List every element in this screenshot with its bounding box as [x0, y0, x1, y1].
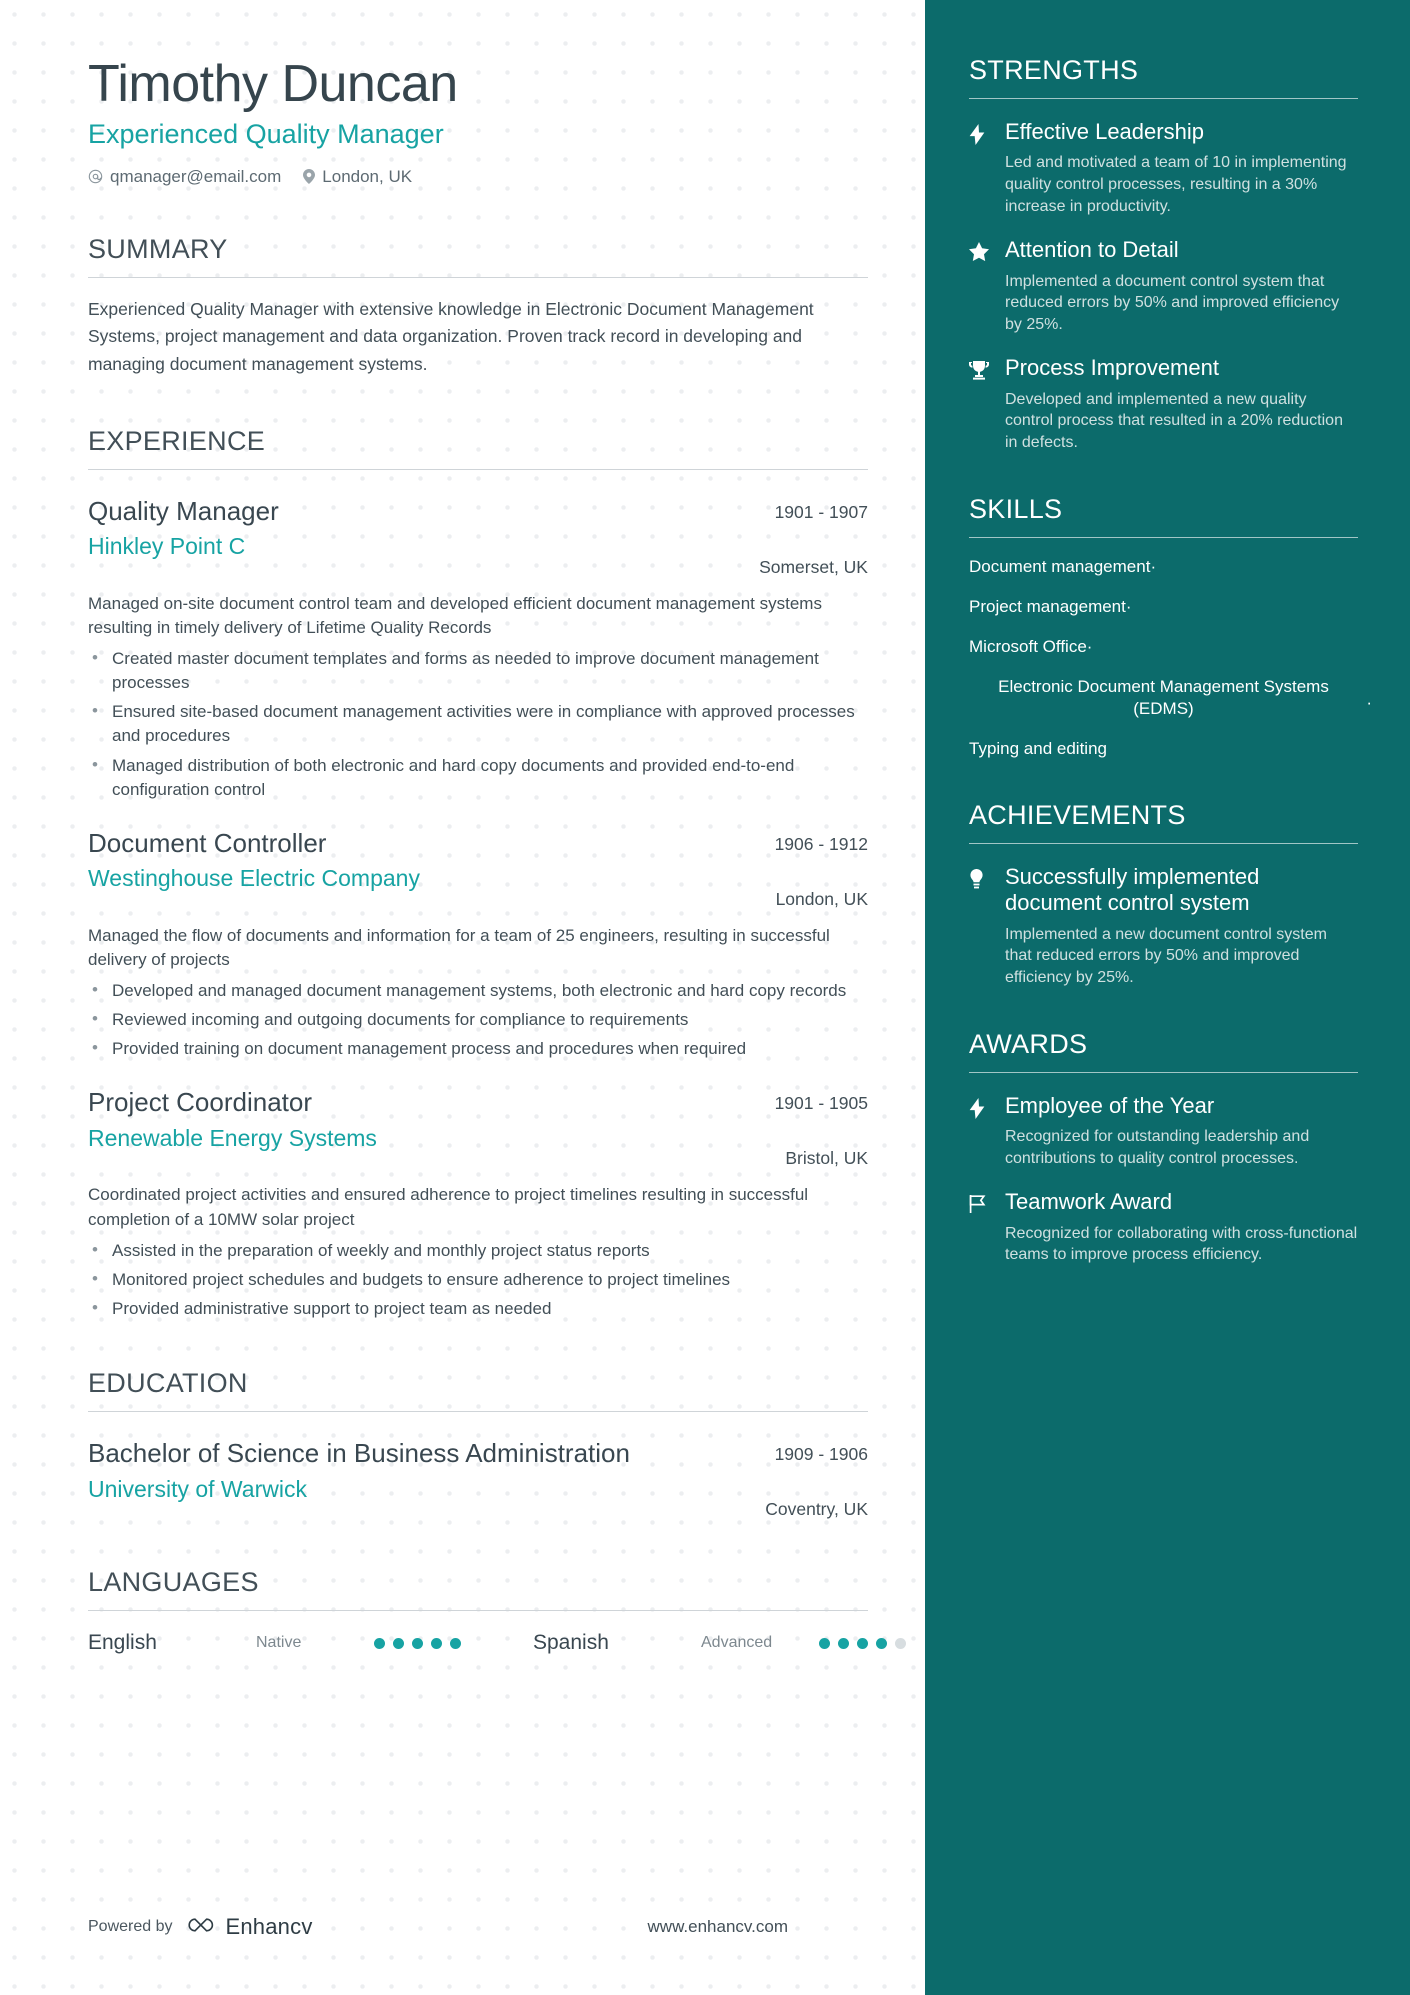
contact-row: [88, 167, 868, 187]
award-description: Recognized for collaborating with cross-functional teams to improve process efficiency.: [1005, 1224, 1358, 1264]
page-title: [88, 55, 868, 150]
entry-date: 1901 - 1907: [774, 501, 868, 522]
languages-heading: LANGUAGES: [88, 1567, 259, 1598]
experience-entry: [88, 1087, 868, 1321]
job-title: Quality Manager: [88, 495, 279, 526]
skill-separator: ·: [1366, 692, 1372, 712]
language-level: Advanced: [701, 1634, 773, 1652]
footer: [88, 1914, 788, 1940]
skill-label: Project management: [969, 596, 1126, 616]
school-name: University of Warwick: [88, 1475, 307, 1502]
entry-location: Somerset, UK: [759, 556, 868, 577]
bullet-item: • Developed and managed document management systems, both electronic and hard copy records: [88, 979, 868, 1003]
rating-dot: [876, 1638, 887, 1649]
bullet-item: • Reviewed incoming and outgoing documents for compliance to requirements: [88, 1008, 868, 1032]
strength-title: Attention to Detail: [1005, 237, 1179, 263]
award-description: Recognized for outstanding leadership and contributions to quality control processes.: [1005, 1128, 1310, 1167]
entry-date: 1901 - 1905: [774, 1093, 868, 1114]
entry-date: 1906 - 1912: [774, 833, 868, 854]
awards-heading: AWARDS: [969, 1028, 1088, 1059]
sidebar-section-skills: [969, 493, 1372, 761]
rating-dot: [819, 1638, 830, 1649]
job-title: Document Controller: [88, 827, 327, 858]
education-heading: EDUCATION: [88, 1368, 248, 1399]
sidebar-section-strengths: [969, 55, 1358, 454]
skill-separator: ·: [1086, 636, 1093, 656]
bullet-item: • Ensured site-based document management activities were in compliance with approved processes and procedures: [88, 700, 868, 748]
brand-name: Enhancv: [225, 1914, 313, 1939]
experience-entry: [88, 828, 868, 1062]
map-pin-icon: [303, 169, 315, 184]
strength-description: Led and motivated a team of 10 in implementing quality control processes, resulting in a 30% increase in productivity.: [1005, 154, 1347, 215]
skill-separator: ·: [1150, 556, 1157, 576]
skills-heading: SKILLS: [969, 493, 1063, 524]
sidebar-section-awards: [969, 1029, 1358, 1266]
lightbulb-icon: [969, 864, 991, 890]
degree-title: Bachelor of Science in Business Administration: [88, 1438, 630, 1469]
contact-email-text: qmanager@email.com: [110, 166, 282, 186]
candidate-subtitle: Experienced Quality Manager: [88, 118, 444, 149]
strength-title: Process Improvement: [1005, 355, 1219, 381]
skill-item: [969, 636, 1358, 658]
award-item: [969, 1189, 1358, 1266]
skill-item: [969, 676, 1372, 720]
flag-icon: [969, 1189, 991, 1214]
job-title: Project Coordinator: [88, 1087, 312, 1118]
summary-text: Experienced Quality Manager with extensive knowledge in Electronic Document Management Systems, project management and data organization. Proven track record in developing and managing document management systems.: [88, 298, 814, 375]
strength-item: [969, 119, 1358, 217]
skills-divider: [969, 537, 1358, 538]
skill-item: [969, 596, 1358, 618]
rating-dot: [895, 1638, 906, 1649]
strength-item: [969, 355, 1358, 453]
skill-label: Typing and editing: [969, 738, 1107, 758]
award-item: [969, 1093, 1358, 1170]
contact-email[interactable]: [88, 167, 281, 187]
entry-bullets: [88, 1239, 868, 1321]
achievement-item: [969, 864, 1358, 989]
at-icon: [88, 169, 103, 184]
award-title: Employee of the Year: [1005, 1092, 1215, 1118]
section-experience: [88, 426, 868, 1321]
language-item: [533, 1631, 906, 1655]
strength-title: Effective Leadership: [1005, 119, 1204, 144]
strength-description: Developed and implemented a new quality control process that resulted in a 20% reduction in defects.: [1005, 390, 1343, 451]
strengths-divider: [969, 98, 1358, 99]
skill-label: Electronic Document Management Systems (EDMS): [998, 676, 1329, 718]
entry-description: Managed on-site document control team and developed efficient document management systems resulting in timely delivery of Lifetime Quality Records: [88, 593, 822, 638]
rating-dot: [412, 1638, 423, 1649]
skill-label: Microsoft Office: [969, 636, 1087, 656]
contact-location-text: London, UK: [322, 166, 413, 186]
bolt-icon: [969, 119, 991, 145]
entry-date: 1909 - 1906: [774, 1444, 868, 1465]
brand-block: [184, 1914, 313, 1940]
skill-item: [969, 556, 1358, 578]
experience-entry: [88, 496, 868, 802]
summary-divider: [88, 277, 868, 278]
award-title: Teamwork Award: [1005, 1189, 1173, 1215]
language-name: English: [88, 1631, 157, 1655]
section-summary: [88, 234, 868, 379]
bullet-item: • Monitored project schedules and budgets to ensure adherence to project timelines: [88, 1268, 868, 1292]
awards-divider: [969, 1072, 1358, 1073]
company-name: Hinkley Point C: [88, 533, 246, 560]
skill-separator: ·: [1125, 596, 1132, 616]
achievement-title: Successfully implemented document control system: [1005, 864, 1260, 916]
website-url[interactable]: www.enhancv.com: [647, 1917, 788, 1936]
bullet-item: • Assisted in the preparation of weekly and monthly project status reports: [88, 1239, 868, 1263]
bolt-icon: [969, 1093, 991, 1119]
bullet-item: • Provided training on document management process and procedures when required: [88, 1037, 868, 1061]
language-level: Native: [256, 1634, 302, 1652]
rating-dot: [431, 1638, 442, 1649]
strengths-heading: STRENGTHS: [969, 55, 1139, 85]
company-name: Westinghouse Electric Company: [88, 865, 420, 892]
entry-location: Bristol, UK: [785, 1148, 868, 1169]
rating-dot: [450, 1638, 461, 1649]
powered-by-label: Powered by: [88, 1918, 173, 1935]
education-divider: [88, 1411, 868, 1412]
rating-dot: [393, 1638, 404, 1649]
candidate-name: Timothy Duncan: [88, 55, 458, 113]
bullet-item: • Managed distribution of both electronic and hard copy documents and provided end-to-end configuration control: [88, 754, 868, 802]
education-entry: [88, 1438, 868, 1520]
entry-description: Coordinated project activities and ensured adherence to project timelines resulting in successful completion of a 10MW solar project: [88, 1185, 809, 1230]
entry-bullets: [88, 647, 868, 802]
language-item: [88, 1631, 461, 1655]
language-name: Spanish: [533, 1631, 609, 1655]
bullet-item: • Provided administrative support to project team as needed: [88, 1297, 868, 1321]
summary-heading: SUMMARY: [88, 233, 228, 264]
entry-location: Coventry, UK: [765, 1499, 868, 1520]
rating-dot: [857, 1638, 868, 1649]
experience-divider: [88, 469, 868, 470]
skill-label: Document management: [969, 556, 1151, 576]
entry-location: London, UK: [775, 888, 868, 909]
enhancv-logo-icon: [184, 1915, 218, 1940]
rating-dot: [374, 1638, 385, 1649]
company-name: Renewable Energy Systems: [88, 1125, 377, 1152]
contact-location: [303, 167, 412, 187]
language-rating: [374, 1638, 461, 1649]
achievements-heading: ACHIEVEMENTS: [969, 800, 1186, 831]
section-languages: [88, 1567, 868, 1655]
experience-heading: EXPERIENCE: [88, 425, 266, 456]
achievements-divider: [969, 843, 1358, 844]
trophy-icon: [969, 355, 991, 380]
skill-item: [969, 738, 1358, 760]
entry-bullets: [88, 979, 868, 1061]
sidebar-section-achievements: [969, 800, 1358, 989]
languages-row: [88, 1631, 868, 1655]
language-rating: [819, 1638, 906, 1649]
strength-description: Implemented a document control system that reduced errors by 50% and improved efficiency by 25%.: [1005, 272, 1340, 333]
rating-dot: [838, 1638, 849, 1649]
powered-by-block: [88, 1914, 313, 1940]
entry-description: Managed the flow of documents and information for a team of 25 engineers, resulting in successful delivery of projects: [88, 925, 830, 970]
bullet-item: • Created master document templates and forms as needed to improve document management processes: [88, 647, 868, 695]
achievement-description: Implemented a new document control system that reduced errors by 50% and improved efficiency by 25%.: [1005, 925, 1327, 987]
section-education: [88, 1368, 868, 1520]
strength-item: [969, 237, 1358, 335]
star-icon: [969, 237, 991, 261]
sidebar: [925, 0, 1410, 1995]
languages-divider: [88, 1610, 868, 1611]
